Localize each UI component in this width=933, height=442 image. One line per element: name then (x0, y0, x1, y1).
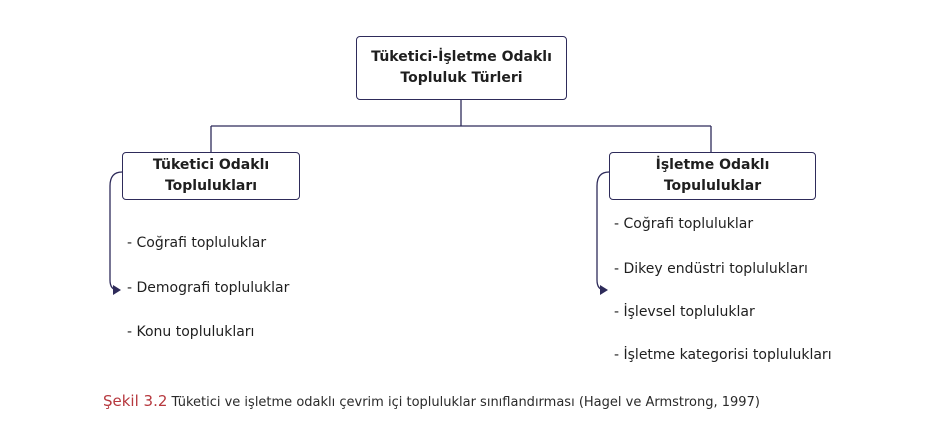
business-node (609, 152, 816, 200)
figure-caption (103, 392, 760, 410)
right-bracket-arrow (597, 172, 609, 290)
left-arrowhead (113, 285, 121, 295)
left-bracket-arrow (110, 172, 122, 290)
right-arrowhead (600, 285, 608, 295)
business-item: - İşletme kategorisi toplulukları (614, 347, 832, 363)
business-title-line1: İşletme Odaklı (655, 157, 770, 173)
business-item: - Coğrafi topluluklar (614, 216, 754, 232)
consumer-node (122, 152, 300, 200)
business-title-line2: Topululuklar (663, 178, 762, 194)
business-item: - İşlevsel topluluklar (614, 304, 755, 320)
consumer-item: - Demografi topluluklar (127, 280, 290, 296)
root-node (356, 36, 567, 100)
figure-label: Şekil 3.2 (103, 392, 168, 410)
consumer-title-line2: Toplulukları (164, 178, 258, 194)
consumer-title-line1: Tüketici Odaklı (152, 157, 270, 173)
consumer-item: - Coğrafi topluluklar (127, 235, 267, 251)
business-item: - Dikey endüstri toplulukları (614, 261, 808, 277)
consumer-item: - Konu toplulukları (127, 324, 255, 340)
root-title-line1: Tüketici-İşletme Odaklı (371, 49, 552, 65)
root-title-line2: Topluluk Türleri (400, 70, 523, 86)
figure-caption-text: Tüketici ve işletme odaklı çevrim içi topluluklar sınıflandırması (Hagel ve Armstrong, 1997) (171, 395, 760, 410)
